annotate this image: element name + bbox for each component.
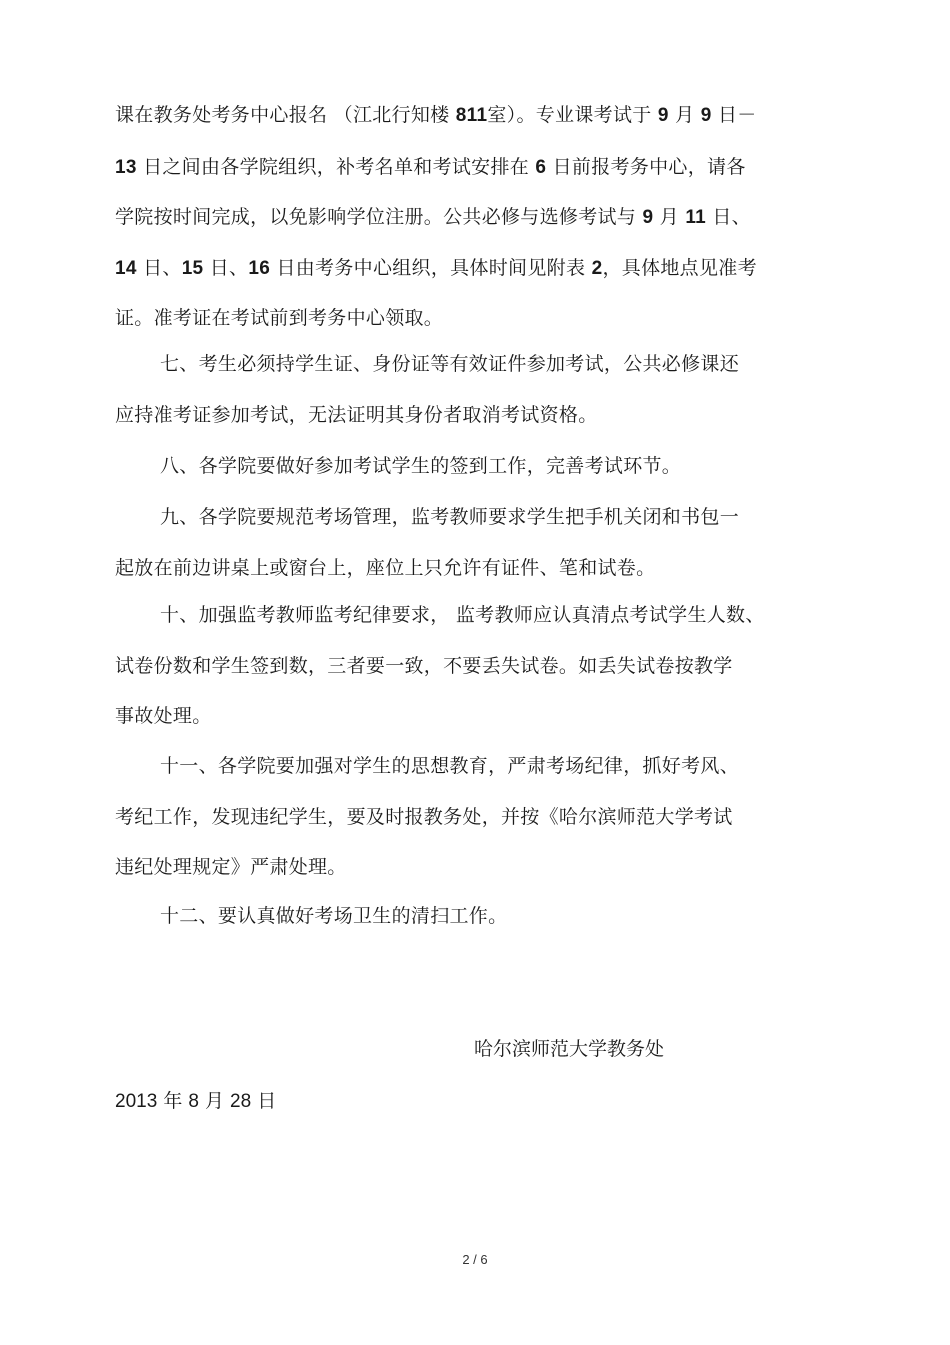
text-line bbox=[160, 603, 765, 627]
text-segment: 起放在前边讲桌上或窗台上，座位上只允许有证件、笔和试卷。 bbox=[115, 557, 656, 579]
text-number: 15 bbox=[181, 258, 204, 279]
text-segment: 九、各学院要规范考场管理，监考教师要求学生把手机关闭和书包一 bbox=[160, 506, 740, 528]
text-line bbox=[115, 556, 655, 580]
document-date bbox=[115, 1089, 276, 1114]
text-number: 2 bbox=[591, 258, 603, 279]
date-month-unit: 月 bbox=[198, 1090, 231, 1112]
text-segment: 考纪工作，发现违纪学生，要及时报教务处，并按《哈尔滨师范大学考试 bbox=[115, 806, 733, 828]
date-year: 2013 bbox=[115, 1091, 158, 1112]
text-segment: 应持准考证参加考试，无法证明其身份者取消考试资格。 bbox=[115, 404, 598, 426]
text-segment: 日由考务中心组织，具体时间见附表 bbox=[270, 257, 592, 279]
text-segment: 月 bbox=[668, 104, 701, 126]
text-segment: 日之间由各学院组织，补考名单和考试安排在 bbox=[136, 156, 536, 178]
date-day-unit: 日 bbox=[251, 1090, 277, 1112]
text-segment: 日－ bbox=[711, 104, 757, 126]
text-segment: 日前报考务中心，请各 bbox=[546, 156, 746, 178]
text-number: 9 bbox=[642, 207, 654, 228]
date-month: 8 bbox=[188, 1091, 199, 1112]
text-segment: 七、考生必须持学生证、身份证等有效证件参加考试，公共必修课还 bbox=[160, 353, 740, 375]
date-year-unit: 年 bbox=[157, 1090, 189, 1112]
text-segment: 日、 bbox=[706, 206, 751, 228]
text-segment: 证。准考证在考试前到考务中心领取。 bbox=[115, 307, 444, 329]
text-segment: 十二、要认真做好考场卫生的清扫工作。 bbox=[160, 905, 508, 927]
text-segment: 事故处理。 bbox=[115, 705, 212, 727]
text-line bbox=[115, 306, 443, 330]
text-segment: 八、各学院要做好参加考试学生的签到工作，完善考试环节。 bbox=[160, 455, 682, 477]
text-line bbox=[115, 103, 757, 128]
text-line bbox=[115, 654, 733, 678]
text-segment: 月 bbox=[653, 206, 686, 228]
text-line bbox=[160, 352, 739, 376]
text-line bbox=[115, 256, 757, 281]
text-number: 6 bbox=[535, 157, 547, 178]
text-segment: ，具体地点见准考 bbox=[602, 257, 757, 279]
text-line bbox=[115, 155, 746, 180]
text-number: 13 bbox=[115, 157, 137, 178]
signature-org: 哈尔滨师范大学教务处 bbox=[474, 1038, 665, 1060]
text-number: 11 bbox=[685, 207, 706, 228]
text-segment: 试卷份数和学生签到数，三者要一致，不要丢失试卷。如丢失试卷按教学 bbox=[115, 655, 733, 677]
text-number: 14 bbox=[115, 258, 137, 279]
text-number: 16 bbox=[248, 258, 271, 279]
text-line bbox=[115, 403, 598, 427]
text-segment: 课在教务处考务中心报名 （江北行知楼 bbox=[115, 104, 456, 126]
page-number: 2 / 6 bbox=[462, 1252, 488, 1267]
text-number: 9 bbox=[657, 105, 669, 126]
text-segment: 日、 bbox=[203, 257, 249, 279]
date-day: 28 bbox=[230, 1091, 252, 1112]
text-line bbox=[160, 904, 507, 928]
text-line bbox=[160, 505, 739, 529]
text-segment: 日、 bbox=[136, 257, 182, 279]
text-line bbox=[160, 454, 681, 478]
text-line bbox=[115, 805, 733, 829]
text-number: 9 bbox=[700, 105, 712, 126]
text-segment: 违纪处理规定》严肃处理。 bbox=[115, 856, 347, 878]
text-segment: 十、加强监考教师监考纪律要求， 监考教师应认真清点考试学生人数、 bbox=[160, 604, 765, 626]
text-line bbox=[115, 855, 347, 879]
text-line bbox=[115, 205, 751, 230]
text-number: 811 bbox=[455, 105, 488, 126]
text-segment: 学院按时间完成，以免影响学位注册。公共必修与选修考试与 bbox=[115, 206, 643, 228]
text-line bbox=[160, 754, 739, 778]
text-segment: 十一、各学院要加强对学生的思想教育，严肃考场纪律，抓好考风、 bbox=[160, 755, 740, 777]
text-line bbox=[115, 704, 212, 728]
text-segment: 室）。专业课考试于 bbox=[487, 104, 658, 126]
